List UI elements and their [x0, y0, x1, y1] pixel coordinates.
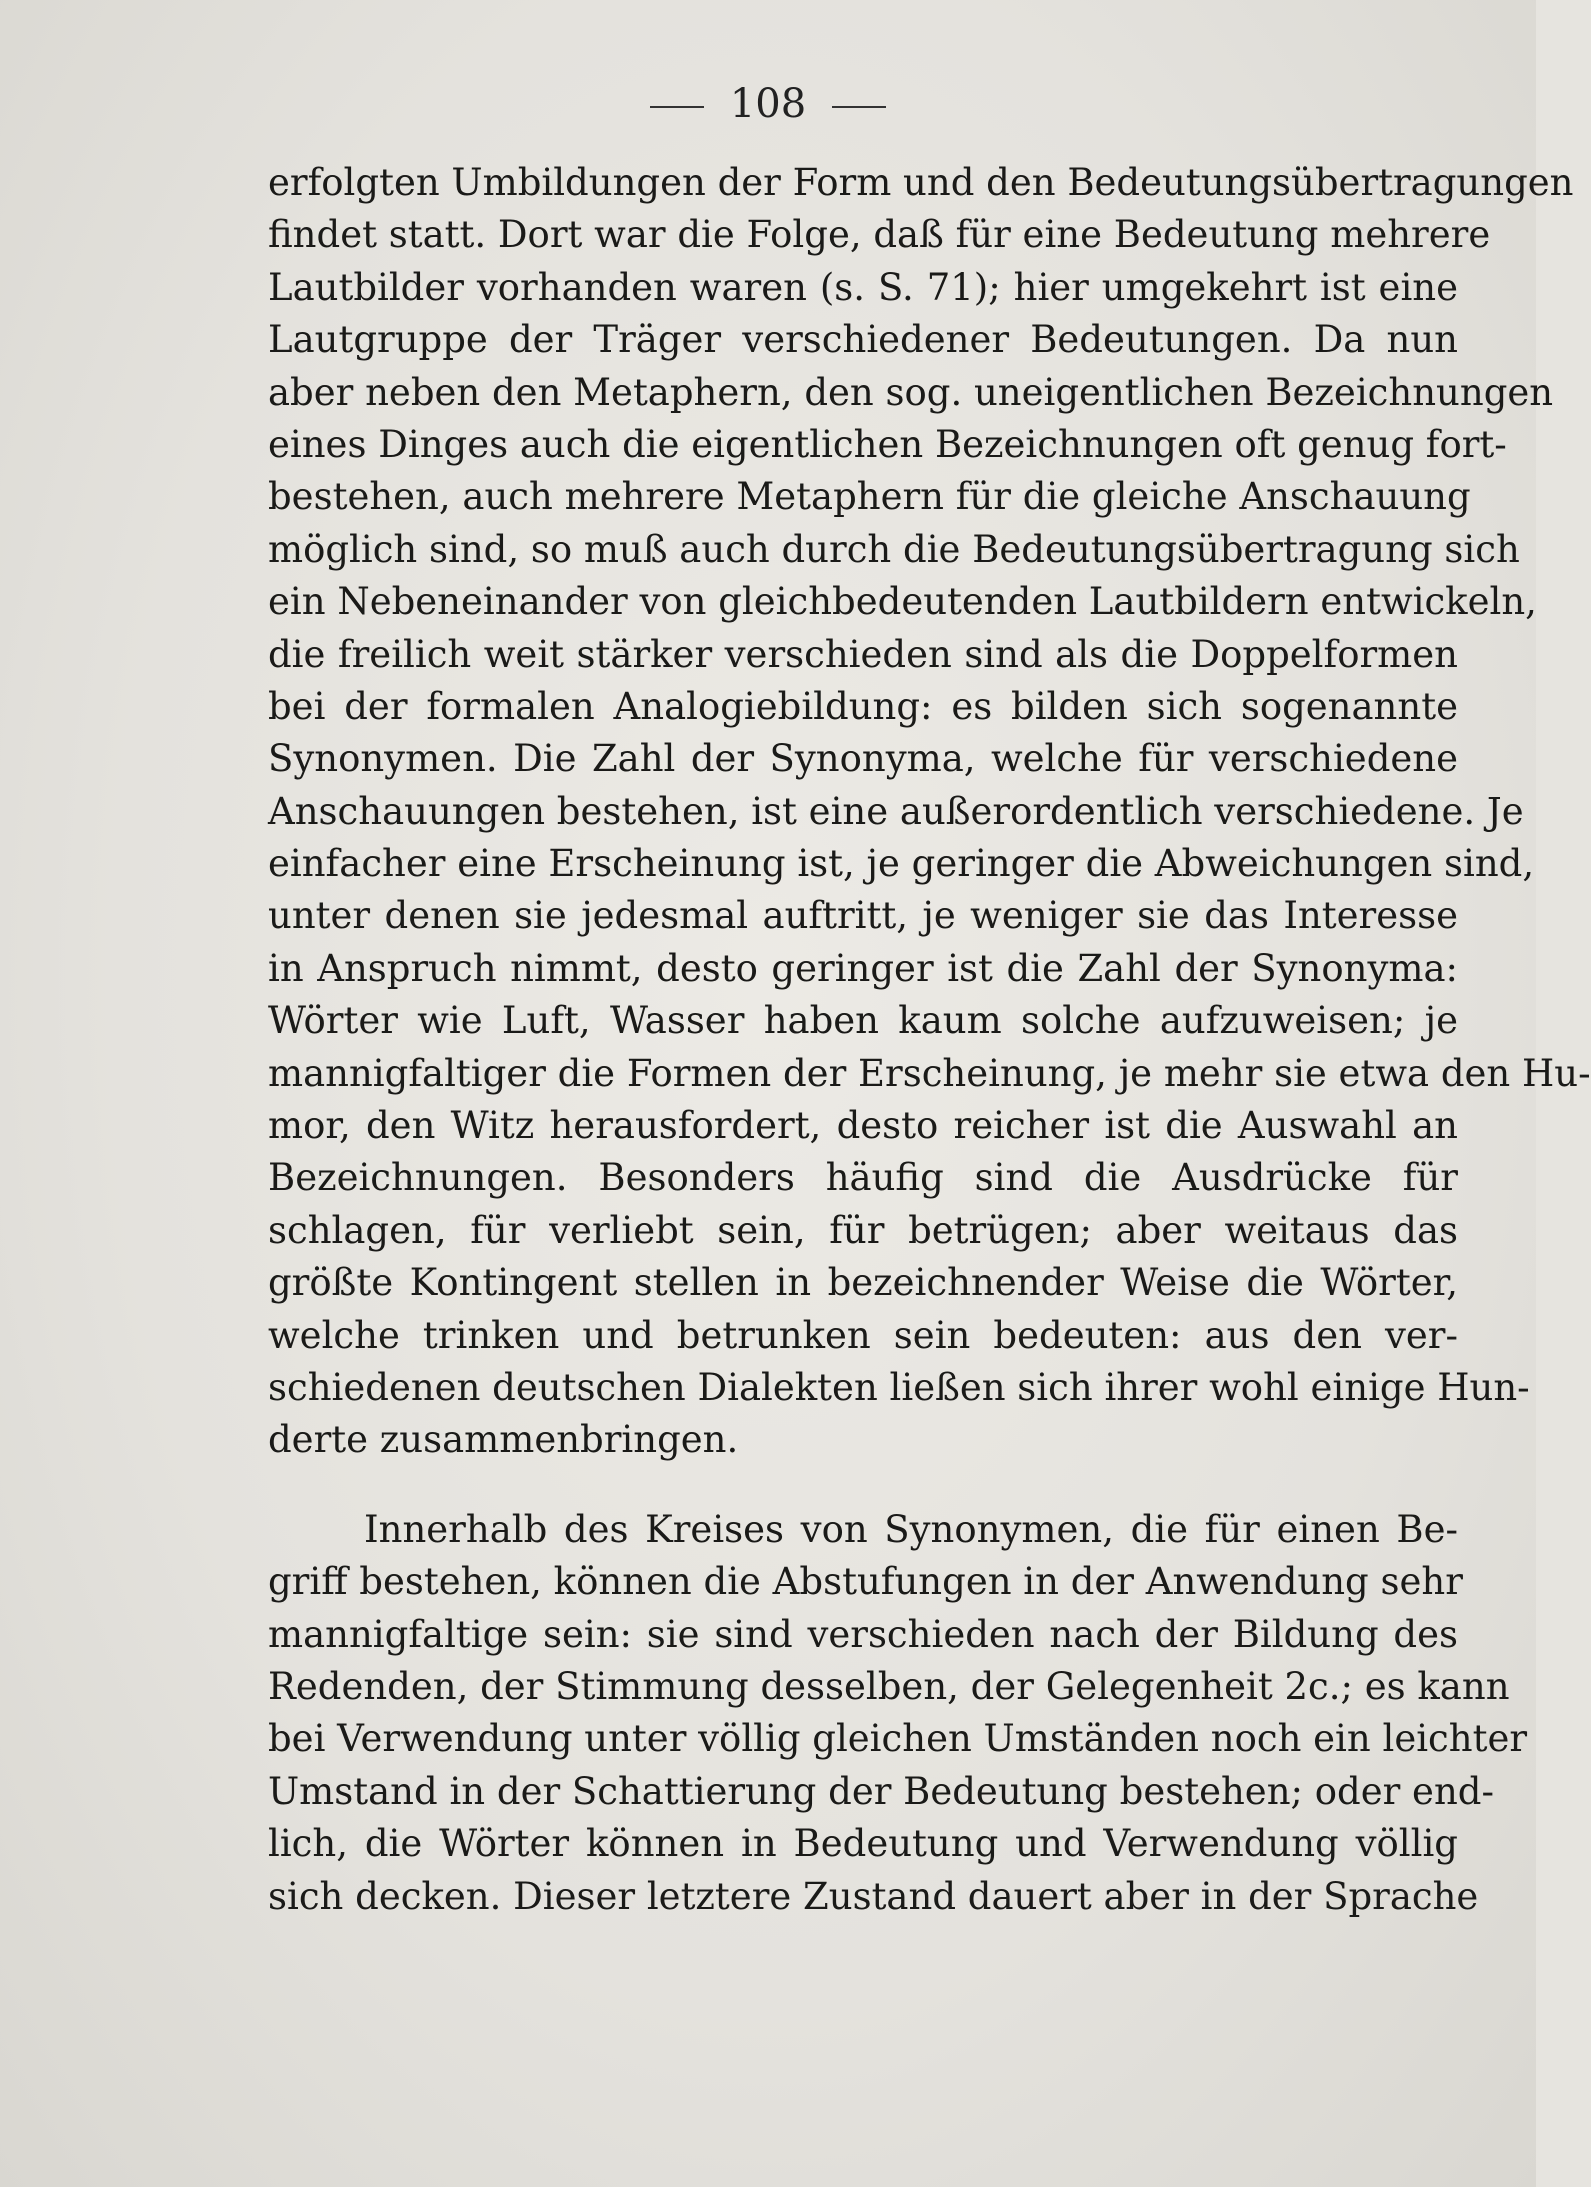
text-line: erfolgten Umbildungen der Form und den Bedeutungsübertragungen [268, 161, 1574, 204]
body-text [268, 157, 1591, 1923]
text-line: welche trinken und betrunken sein bedeuten: aus den ver- [268, 1313, 1458, 1357]
paragraph-gap [268, 1467, 1458, 1504]
text-line: größte Kontingent stellen in bezeichnender Weise die Wörter, [268, 1261, 1458, 1305]
text-line: unter denen sie jedesmal auftritt, je weniger sie das Interesse [268, 894, 1458, 938]
text-line: die freilich weit stärker verschieden sind als die Doppelformen [268, 632, 1458, 676]
text-line: in Anspruch nimmt, desto geringer ist die Zahl der Synonyma: [268, 946, 1458, 990]
text-line: schlagen, für verliebt sein, für betrügen; aber weitaus das [268, 1208, 1458, 1252]
text-line: Umstand in der Schattierung der Bedeutung bestehen; oder end- [268, 1769, 1494, 1813]
text-line: ein Nebeneinander von gleichbedeutenden Lautbildern entwickeln, [268, 580, 1537, 624]
text-line: mannigfaltiger die Formen der Erscheinung, je mehr sie etwa den Hu- [268, 1051, 1591, 1095]
text-line: griff bestehen, können die Abstufungen in der Anwendung sehr [268, 1560, 1463, 1604]
text-line: Innerhalb des Kreises von Synonymen, die für einen Be- [364, 1507, 1458, 1551]
text-line: lich, die Wörter können in Bedeutung und Verwendung völlig [268, 1822, 1458, 1866]
text-line: Anschauungen bestehen, ist eine außerordentlich verschiedene. Je [268, 789, 1524, 833]
text-line: Lautgruppe der Träger verschiedener Bedeutungen. Da nun [268, 318, 1458, 362]
text-line: schiedenen deutschen Dialekten ließen sich ihrer wohl einige Hun- [268, 1365, 1530, 1409]
text-line: möglich sind, so muß auch durch die Bedeutungsübertragung sich [268, 527, 1520, 571]
header-dash-right [832, 106, 886, 108]
text-line: bei der formalen Analogiebildung: es bilden sich sogenannte [268, 684, 1458, 728]
text-line: Synonymen. Die Zahl der Synonyma, welche für verschiedene [268, 737, 1458, 781]
text-line: Wörter wie Luft, Wasser haben kaum solche aufzuweisen; je [268, 999, 1458, 1043]
header-dash-left [650, 106, 704, 108]
text-line: einfacher eine Erscheinung ist, je geringer die Abweichungen sind, [268, 842, 1535, 886]
text-line: derte zusammenbringen. [268, 1418, 739, 1462]
text-line: Redenden, der Stimmung desselben, der Gelegenheit 2c.; es kann [268, 1664, 1510, 1708]
text-line: bei Verwendung unter völlig gleichen Umständen noch ein leichter [268, 1717, 1528, 1761]
text-line: mor, den Witz herausfordert, desto reicher ist die Auswahl an [268, 1104, 1458, 1148]
paragraph-1 [268, 157, 1591, 1467]
text-line: aber neben den Metaphern, den sog. uneigentlichen Bezeichnungen [268, 370, 1554, 414]
text-line: bestehen, auch mehrere Metaphern für die gleiche Anschauung [268, 475, 1471, 519]
text-line: mannigfaltige sein: sie sind verschieden nach der Bildung des [268, 1612, 1458, 1656]
text-line: sich decken. Dieser letztere Zustand dauert aber in der Sprache [268, 1874, 1479, 1918]
text-line: Lautbilder vorhanden waren (s. S. 71); hier umgekehrt ist eine [268, 265, 1458, 309]
page-header [0, 74, 1536, 134]
text-line: findet statt. Dort war die Folge, daß für eine Bedeutung mehrere [268, 213, 1491, 257]
page-number: 108 [729, 81, 807, 127]
text-line: eines Dinges auch die eigentlichen Bezeichnungen oft genug fort- [268, 422, 1507, 466]
paragraph-2 [268, 1504, 1528, 1923]
text-line: Bezeichnungen. Besonders häufig sind die Ausdrücke für [268, 1156, 1458, 1200]
